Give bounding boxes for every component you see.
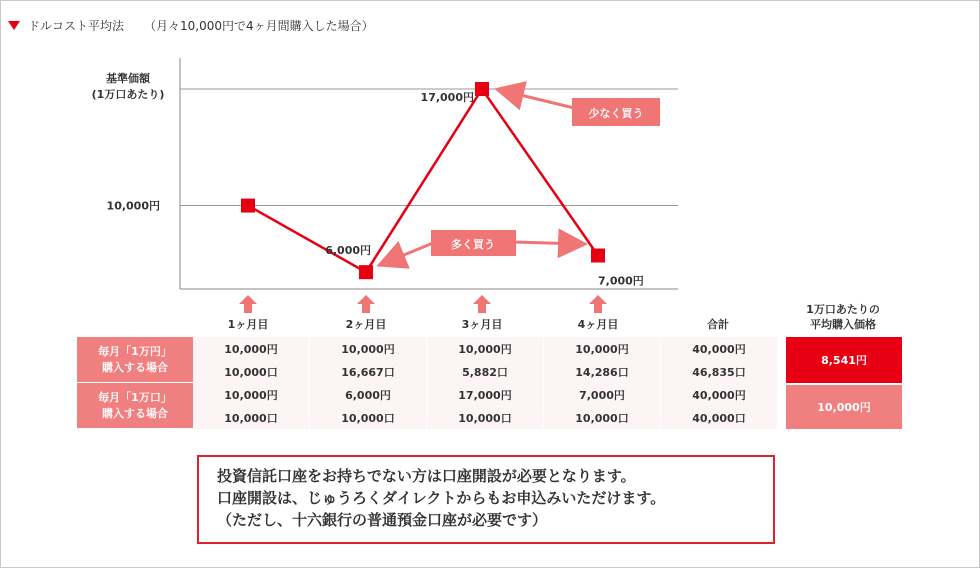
table-cell: 40,000口 <box>661 406 778 429</box>
table-cell: 16,667口 <box>310 360 427 383</box>
group-label <box>77 337 193 383</box>
series-line <box>248 89 598 272</box>
data-label: 7,000円 <box>598 274 644 288</box>
group-label-line2: 購入する場合 <box>102 406 168 420</box>
arrow-to-low-point <box>382 243 433 264</box>
account-notice <box>197 455 775 544</box>
table-cell: 10,000円 <box>193 383 310 406</box>
arrow-to-fourth-point <box>514 242 582 244</box>
y-axis-label-line2: (1万口あたり) <box>91 88 165 101</box>
arrow-to-high-point <box>500 90 574 108</box>
table-cell: 10,000円 <box>193 337 310 360</box>
result-header-line2: 平均購入価格 <box>810 318 876 331</box>
table-cell: 10,000口 <box>193 406 310 429</box>
group-label-line1: 毎月「1万円」 <box>98 344 172 358</box>
table-cell: 7,000円 <box>544 383 661 406</box>
table-cell: 10,000口 <box>427 406 544 429</box>
up-arrow-icon <box>357 295 375 313</box>
up-arrow-icon <box>473 295 491 313</box>
month-header: 1ヶ月目 <box>227 318 269 331</box>
group-label-line2: 購入する場合 <box>102 360 168 374</box>
up-arrow-icon <box>589 295 607 313</box>
data-label: 17,000円 <box>420 91 474 104</box>
up-arrow-icon <box>239 295 257 313</box>
table-cell: 10,000口 <box>310 406 427 429</box>
data-point <box>359 265 373 279</box>
y-tick-label: 10,000円 <box>106 199 160 213</box>
result-header-line1: 1万口あたりの <box>806 303 880 316</box>
month-header: 4ヶ月目 <box>577 318 619 331</box>
callout-buy-more-label: 多く買う <box>451 238 495 251</box>
table-cell: 6,000円 <box>310 383 427 406</box>
table-cell: 10,000口 <box>193 360 310 383</box>
y-axis-label-line1: 基準価額 <box>106 72 150 85</box>
result-header <box>785 302 901 332</box>
heading-title: ドルコスト平均法 <box>28 19 125 33</box>
table-cell: 10,000口 <box>544 406 661 429</box>
group-label-line1: 毎月「1万口」 <box>98 390 172 404</box>
total-header: 合計 <box>707 318 729 331</box>
table-cell: 40,000円 <box>661 337 778 360</box>
notice-line: 投資信託口座をお持ちでない方は口座開設が必要となります。 <box>217 467 636 485</box>
avg-price-result: 10,000円 <box>786 383 902 429</box>
data-point <box>475 82 489 96</box>
comparison-table <box>77 337 902 429</box>
heading-subtitle: （月々10,000円で4ヶ月間購入した場合） <box>144 19 374 33</box>
month-header: 3ヶ月目 <box>461 318 503 331</box>
table-cell: 14,286口 <box>544 360 661 383</box>
table-cell: 10,000円 <box>427 337 544 360</box>
avg-price-result: 8,541円 <box>786 337 902 383</box>
data-label: 6,000円 <box>325 244 371 258</box>
table-cell: 40,000円 <box>661 383 778 406</box>
table-cell: 10,000円 <box>544 337 661 360</box>
notice-line: （ただし、十六銀行の普通預金口座が必要です） <box>217 511 548 529</box>
callout-buy-less-label: 少なく買う <box>588 107 644 120</box>
table-cell: 17,000円 <box>427 383 544 406</box>
month-header: 2ヶ月目 <box>345 318 387 331</box>
table-cell: 46,835口 <box>661 360 778 383</box>
table-cell: 10,000円 <box>310 337 427 360</box>
group-label <box>77 383 193 429</box>
notice-line: 口座開設は、じゅうろくダイレクトからもお申込みいただけます。 <box>217 489 666 507</box>
data-point <box>241 199 255 213</box>
table-cell: 5,882口 <box>427 360 544 383</box>
data-point <box>591 249 605 263</box>
